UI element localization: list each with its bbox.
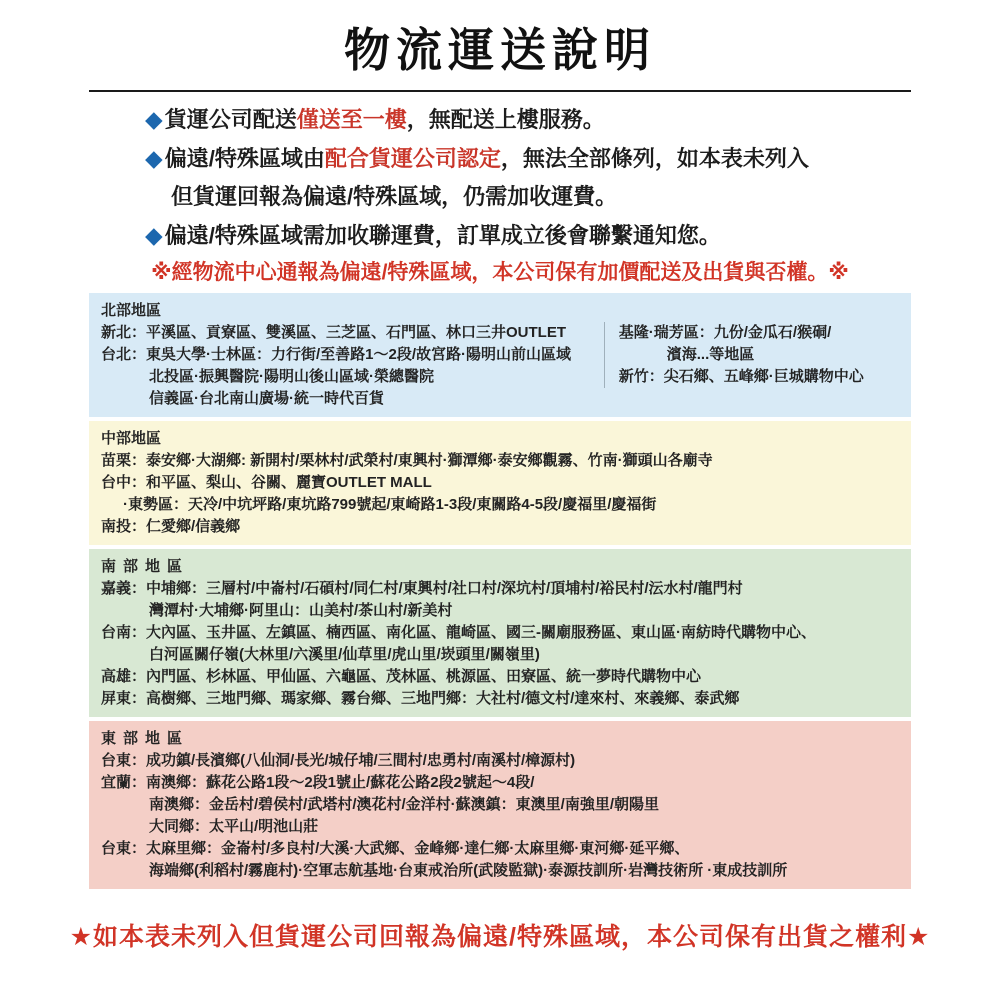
diamond-icon: ◆ (145, 145, 163, 171)
region-line: 台北：東吳大學·士林區：力行街/至善路1～2段/故宮路·陽明山前山區域 (101, 346, 572, 363)
bullet-text: 但貨運回報為偏遠/特殊區域，仍需加收運費。 (171, 184, 618, 209)
bullet-text-highlight: 配合貨運公司認定 (324, 146, 501, 171)
region-line: 新竹：尖石鄉、五峰鄉·巨城購物中心 (618, 368, 864, 385)
region-north-right-column (604, 322, 899, 388)
region-line: 灣潭村·大埔鄉·阿里山：山美村/茶山村/新美村 (149, 602, 453, 619)
region-title: 南部地區 (101, 558, 190, 575)
bullet-item-extra-fee (145, 220, 911, 251)
bullet-item-delivery-first-floor (145, 104, 911, 135)
region-title: 北部地區 (101, 302, 162, 319)
bullet-text-highlight: 僅送至一樓 (296, 107, 407, 132)
page-title: 物流運送說明 (344, 24, 656, 76)
region-line: 大同鄉：太平山/明池山莊 (149, 818, 319, 835)
region-line: 北投區·振興醫院·陽明山後山區域·榮總醫院 (149, 368, 434, 385)
region-line: 屏東：高樹鄉、三地門鄉、瑪家鄉、霧台鄉、三地門鄉：大社村/德文村/達來村、來義鄉、泰武鄉 (101, 690, 740, 707)
region-north-left-column (101, 300, 604, 410)
region-south (89, 549, 911, 717)
bullet-item-continuation (145, 182, 911, 212)
bullet-text: 偏遠/特殊區域由 (164, 146, 325, 171)
region-line: 濱海...等地區 (666, 346, 755, 363)
region-line: 嘉義：中埔鄉：三層村/中崙村/石碩村/同仁村/東興村/社口村/深坑村/頂埔村/裕民村/沄水村/龍門村 (101, 580, 743, 597)
region-central (89, 421, 911, 545)
region-line: 苗栗：泰安鄉·大湖鄉: 新開村/栗林村/武榮村/東興村·獅潭鄉·泰安鄉觀霧、竹南·獅頭山各廟寺 (101, 452, 713, 469)
region-line: 信義區·台北南山廣場·統一時代百貨 (149, 390, 384, 407)
region-line: 南澳鄉：金岳村/碧侯村/武塔村/澳花村/金洋村·蘇澳鎮：東澳里/南強里/朝陽里 (149, 796, 660, 813)
diamond-icon: ◆ (145, 106, 163, 132)
region-line: 宜蘭：南澳鄉：蘇花公路1段～2段1號止/蘇花公路2段2號起～4段/ (101, 774, 535, 791)
bullet-text: ，無法全部條列，如本表未列入 (500, 146, 809, 171)
region-line: ·東勢區：天冷/中坑坪路/東坑路799號起/東崎路1-3段/東關路4-5段/慶福里/慶福街 (123, 496, 657, 513)
top-warning-text: ※經物流中心通報為偏遠/特殊區域，本公司保有加價配送及出貨與否權。※ (151, 261, 849, 284)
region-line: 台東：成功鎮/長濱鄉(八仙洞/長光/城仔埔/三間村/忠勇村/南溪村/樟源村) (101, 752, 576, 769)
region-line: 海端鄉(利稻村/霧鹿村)·空軍志航基地·台東戒治所(武陵監獄)·泰源技訓所·岩灣技術所 ·東成技訓所 (149, 862, 788, 879)
region-title: 中部地區 (101, 430, 162, 447)
bullet-list (89, 104, 911, 251)
diamond-icon: ◆ (145, 222, 163, 248)
bottom-warning-text: ★如本表未列入但貨運公司回報為偏遠/特殊區域，本公司保有出貨之權利★ (69, 923, 931, 951)
region-line: 台中：和平區、梨山、谷關、麗寶OUTLET MALL (101, 474, 432, 491)
bullet-text: 偏遠/特殊區域需加收聯運費，訂單成立後會聯繫通知您。 (164, 223, 721, 248)
content-area (89, 90, 911, 889)
region-line: 台南：大內區、玉井區、左鎮區、楠西區、南化區、龍崎區、國三-關廟服務區、東山區·南紡時代購物中心、 (101, 624, 816, 641)
region-line: 台東：太麻里鄉：金崙村/多良村/大溪·大武鄉、金峰鄉·達仁鄉·太麻里鄉·東河鄉·延平鄉、 (101, 840, 690, 857)
region-line: 南投：仁愛鄉/信義鄉 (101, 518, 241, 535)
region-line: 基隆·瑞芳區：九份/金瓜石/猴硐/ (618, 324, 832, 341)
region-north (89, 293, 911, 417)
region-line: 白河區關仔嶺(大林里/六溪里/仙草里/虎山里/崁頭里/關嶺里) (149, 646, 540, 663)
region-east (89, 721, 911, 889)
region-title: 東部地區 (101, 730, 190, 747)
bullet-item-remote-area-definition (145, 143, 911, 174)
bullet-text: ，無配送上樓服務。 (406, 107, 605, 132)
region-line: 高雄：內門區、杉林區、甲仙區、六龜區、茂林區、桃源區、田寮區、統一夢時代購物中心 (101, 668, 702, 685)
region-line: 新北：平溪區、貢寮區、雙溪區、三芝區、石門區、林口三井OUTLET (101, 324, 566, 341)
bullet-text: 貨運公司配送 (164, 107, 297, 132)
